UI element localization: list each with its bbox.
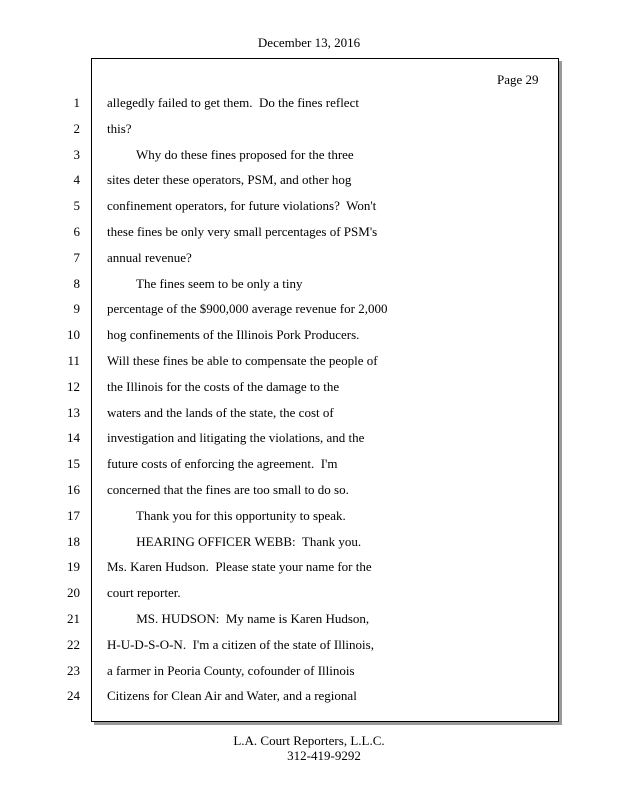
line-number: 15 xyxy=(67,456,80,472)
line-text: The fines seem to be only a tiny xyxy=(107,275,303,291)
line-number: 16 xyxy=(67,482,80,497)
line-text: the Illinois for the costs of the damage to the xyxy=(107,378,340,394)
line-text: confinement operators, for future violations? Won't xyxy=(107,198,377,214)
line-text: these fines be only very small percentages of PSM's xyxy=(107,224,378,239)
line-text: Thank you for this opportunity to speak. xyxy=(107,507,346,523)
line-text: hog confinements of the Illinois Pork Producers. xyxy=(107,327,360,343)
header-date: December 13, 2016 xyxy=(257,35,361,50)
line-text: HEARING OFFICER WEBB: Thank you. xyxy=(107,533,362,549)
line-text: annual revenue? xyxy=(107,249,192,265)
line-number: 5 xyxy=(73,198,80,214)
line-number: 23 xyxy=(67,662,80,678)
line-number: 9 xyxy=(73,301,80,317)
line-number: 20 xyxy=(67,585,80,601)
line-text: court reporter. xyxy=(107,585,181,601)
line-number: 12 xyxy=(67,378,80,394)
line-text: sites deter these operators, PSM, and other hog xyxy=(107,172,352,188)
line-number: 21 xyxy=(67,611,80,626)
line-number: 19 xyxy=(67,559,80,575)
line-number: 1 xyxy=(73,95,80,110)
line-number: 2 xyxy=(73,120,80,136)
line-number: 13 xyxy=(67,404,80,420)
footer-phone: 312-419-9292 xyxy=(287,748,361,763)
line-text: a farmer in Peoria County, cofounder of Illinois xyxy=(107,662,355,678)
line-number: 18 xyxy=(67,533,80,549)
line-text: MS. HUDSON: My name is Karen Hudson, xyxy=(107,611,370,626)
line-text: Why do these fines proposed for the three xyxy=(107,146,354,162)
line-number: 4 xyxy=(73,172,80,188)
footer-company: L.A. Court Reporters, L.L.C. xyxy=(233,733,385,748)
line-number: 11 xyxy=(67,353,80,368)
line-number: 8 xyxy=(73,275,80,291)
line-number: 3 xyxy=(73,146,80,162)
line-text: allegedly failed to get them. Do the fines reflect xyxy=(107,95,359,110)
line-number: 10 xyxy=(67,327,80,343)
page-number: Page 29 xyxy=(497,72,539,87)
line-number: 22 xyxy=(67,636,80,652)
line-text: this? xyxy=(107,120,132,136)
line-number: 17 xyxy=(67,507,80,523)
line-text: Ms. Karen Hudson. Please state your name for the xyxy=(107,559,372,575)
line-number: 7 xyxy=(73,249,80,265)
line-text: waters and the lands of the state, the cost of xyxy=(107,404,334,420)
line-text: investigation and litigating the violations, and the xyxy=(107,430,365,446)
line-text: percentage of the $900,000 average revenue for 2,000 xyxy=(107,301,388,317)
line-number: 6 xyxy=(73,224,80,239)
line-number: 24 xyxy=(67,688,80,704)
line-text: future costs of enforcing the agreement. I'm xyxy=(107,456,338,472)
line-text: concerned that the fines are too small to do so. xyxy=(107,482,349,497)
line-number: 14 xyxy=(67,430,80,446)
line-text: Will these fines be able to compensate the people of xyxy=(107,353,378,368)
line-text: Citizens for Clean Air and Water, and a regional xyxy=(107,688,357,704)
line-text: H-U-D-S-O-N. I'm a citizen of the state of Illinois, xyxy=(107,636,374,652)
